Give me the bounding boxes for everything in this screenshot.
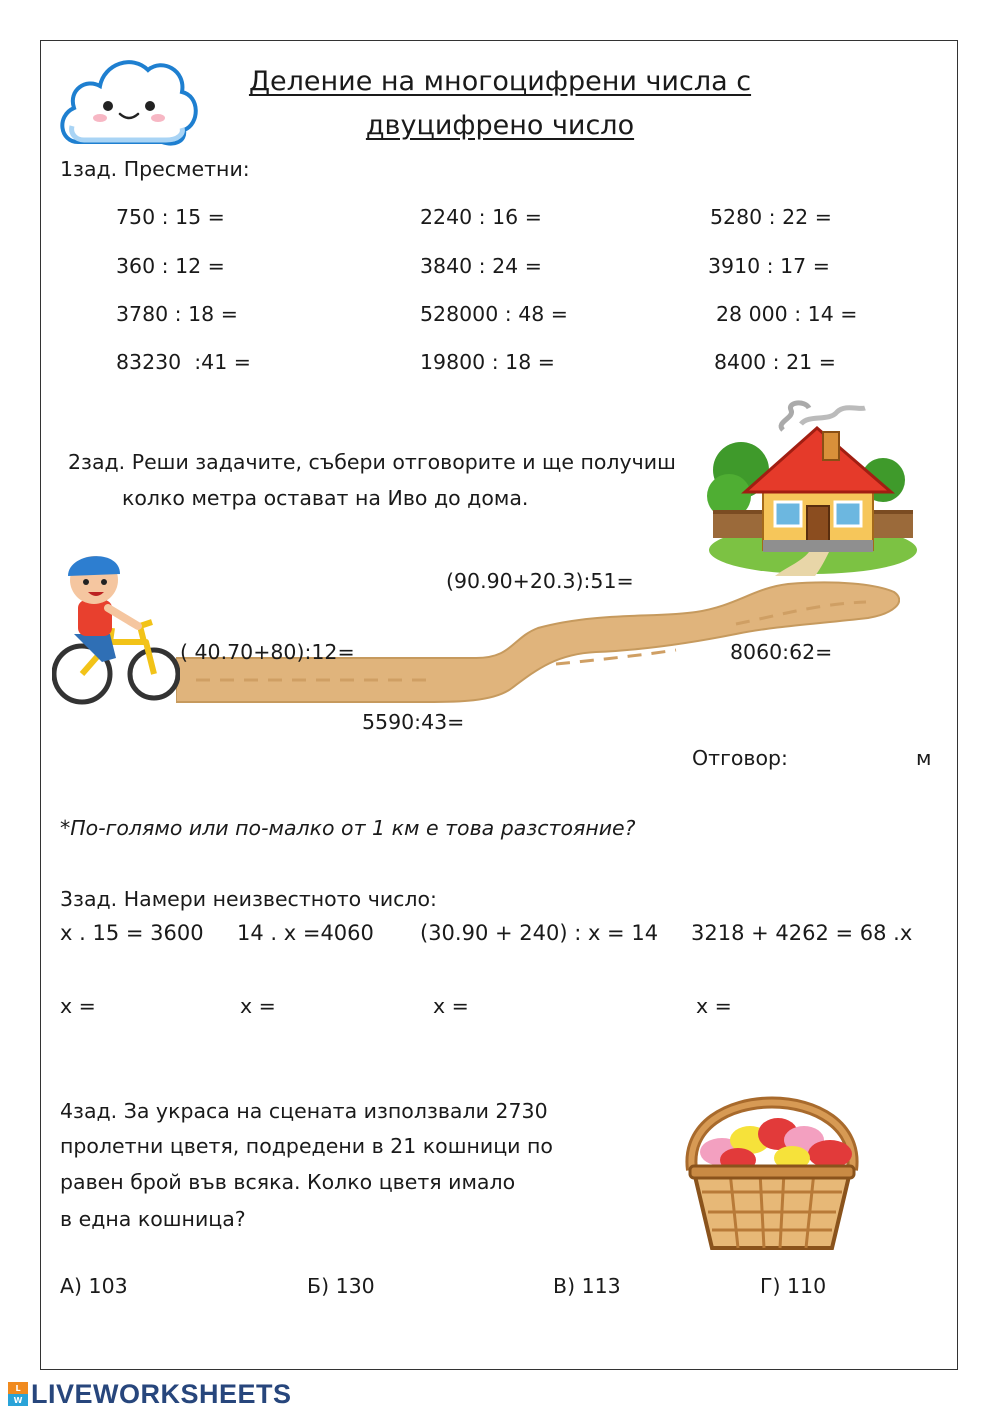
- task1-expr: 8400 : 21 =: [714, 350, 836, 374]
- flower-basket-illustration: [680, 1060, 864, 1254]
- task2-question: *По-голямо или по-малко от 1 км е това разстояние?: [60, 816, 636, 840]
- task3-answer: x =: [240, 994, 276, 1018]
- task1-expr: 83230 :41 =: [116, 350, 251, 374]
- cloud-mascot-icon: [58, 50, 200, 150]
- task2-answer-unit: м: [916, 746, 932, 770]
- task1-heading: 1зад. Пресметни:: [60, 157, 250, 181]
- task4-option-v: В) 113: [553, 1274, 621, 1298]
- task3-equation: (30.90 + 240) : x = 14: [420, 921, 659, 945]
- task1-expr: 750 : 15 =: [116, 205, 225, 229]
- task2-expr: 5590:43=: [362, 710, 465, 734]
- task1-expr: 5280 : 22 =: [710, 205, 832, 229]
- house-illustration: [705, 400, 920, 578]
- task1-expr: 19800 : 18 =: [420, 350, 555, 374]
- task2-expr: (90.90+20.3):51=: [446, 569, 634, 593]
- title-line-1: Деление на многоцифрени числа с: [248, 66, 752, 97]
- task2-expr: ( 40.70+80):12=: [180, 640, 355, 664]
- task2-answer-label: Отговор:: [692, 746, 788, 770]
- task2-expr: 8060:62=: [730, 640, 833, 664]
- task4-line-3: равен брой във всяка. Колко цветя имало: [60, 1170, 516, 1194]
- task1-expr: 28 000 : 14 =: [716, 302, 858, 326]
- task4-line-1: 4зад. За украса на сцената използвали 2730: [60, 1099, 548, 1123]
- task3-equation: x . 15 = 3600: [60, 921, 204, 945]
- task2-line-2: колко метра остават на Иво до дома.: [122, 486, 529, 510]
- task4-line-2: пролетни цветя, подредени в 21 кошници по: [60, 1134, 553, 1158]
- task1-expr: 360 : 12 =: [116, 254, 225, 278]
- task2-line-1: 2зад. Реши задачите, събери отговорите и ще получиш: [68, 450, 676, 474]
- title-line-2: двуцифрено число: [365, 110, 635, 141]
- boy-on-bike-illustration: [52, 538, 180, 710]
- task1-expr: 2240 : 16 =: [420, 205, 542, 229]
- task1-expr: 528000 : 48 =: [420, 302, 568, 326]
- task4-option-b: Б) 130: [307, 1274, 375, 1298]
- task3-equation: 14 . x =4060: [237, 921, 374, 945]
- task3-equation: 3218 + 4262 = 68 .x: [691, 921, 913, 945]
- task1-expr: 3910 : 17 =: [708, 254, 830, 278]
- task1-expr: 3840 : 24 =: [420, 254, 542, 278]
- liveworksheets-logo: [8, 1380, 292, 1408]
- task4-option-g: Г) 110: [760, 1274, 827, 1298]
- task3-heading: 3зад. Намери неизвестното число:: [60, 887, 437, 911]
- task3-answer: x =: [696, 994, 732, 1018]
- task4-option-a: А) 103: [60, 1274, 128, 1298]
- liveworksheets-badge-icon: L W: [8, 1382, 28, 1406]
- task4-line-4: в една кошница?: [60, 1207, 246, 1231]
- liveworksheets-wordmark: LIVEWORKSHEETS: [31, 1378, 292, 1409]
- task1-expr: 3780 : 18 =: [116, 302, 238, 326]
- task3-answer: x =: [433, 994, 469, 1018]
- task3-answer: x =: [60, 994, 96, 1018]
